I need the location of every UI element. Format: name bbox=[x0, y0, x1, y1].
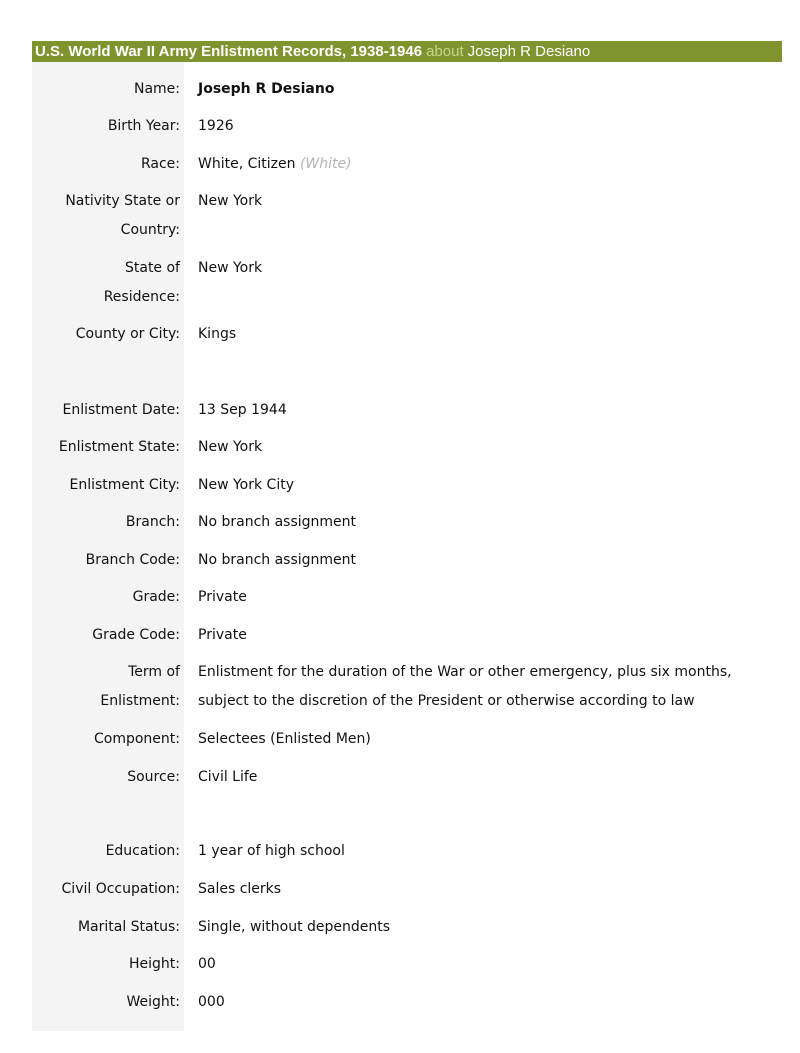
field-label: State of bbox=[124, 260, 180, 276]
field-label: Component: bbox=[94, 731, 180, 747]
field-label: Weight: bbox=[126, 994, 180, 1010]
field-label: Branch Code: bbox=[85, 552, 180, 568]
field-label: Name: bbox=[133, 81, 180, 97]
field-label: Source: bbox=[127, 769, 180, 785]
field-value: New York bbox=[198, 439, 263, 455]
field-note: (White) bbox=[299, 156, 352, 172]
subject-name: Joseph R Desiano bbox=[467, 43, 591, 60]
field-value: Private bbox=[198, 627, 247, 643]
field-value: 13 Sep 1944 bbox=[198, 402, 287, 418]
field-value: Kings bbox=[198, 326, 237, 342]
field-label: Birth Year: bbox=[107, 118, 180, 134]
field-value: Joseph R Desiano bbox=[198, 81, 335, 97]
field-value: White, Citizen bbox=[198, 156, 296, 172]
field-value: No branch assignment bbox=[198, 514, 357, 530]
field-value: Selectees (Enlisted Men) bbox=[198, 731, 371, 747]
field-label: Height: bbox=[129, 956, 180, 972]
field-label: Enlistment State: bbox=[58, 439, 180, 455]
record-title-bar bbox=[32, 41, 782, 62]
field-value: Sales clerks bbox=[198, 881, 282, 897]
field-value: subject to the discretion of the President or otherwise according to law bbox=[198, 693, 695, 709]
field-label: County or City: bbox=[75, 326, 180, 342]
field-label: Country: bbox=[120, 222, 180, 238]
field-value: Single, without dependents bbox=[198, 919, 391, 935]
field-value: Civil Life bbox=[198, 769, 258, 785]
field-label: Enlistment Date: bbox=[62, 402, 180, 418]
field-value-wrap bbox=[198, 150, 782, 179]
about-text: about bbox=[426, 43, 464, 60]
field-label: Civil Occupation: bbox=[61, 881, 180, 897]
field-label: Marital Status: bbox=[77, 919, 180, 935]
field-label: Branch: bbox=[125, 514, 180, 530]
field-label: Grade Code: bbox=[92, 627, 180, 643]
enlistment-record bbox=[32, 41, 782, 1031]
field-value: No branch assignment bbox=[198, 552, 357, 568]
field-value: 000 bbox=[198, 994, 225, 1010]
collection-title: U.S. World War II Army Enlistment Records, 1938-1946 bbox=[35, 43, 423, 60]
field-label: Race: bbox=[140, 156, 180, 172]
field-label: Nativity State or bbox=[65, 193, 180, 209]
field-value: 1 year of high school bbox=[198, 843, 345, 859]
field-value: Private bbox=[198, 589, 247, 605]
field-label: Enlistment City: bbox=[69, 477, 180, 493]
field-value: New York bbox=[198, 193, 263, 209]
field-value: New York bbox=[198, 260, 263, 276]
field-value: New York City bbox=[198, 477, 294, 493]
field-label: Residence: bbox=[103, 289, 180, 305]
field-label: Grade: bbox=[132, 589, 180, 605]
field-label: Education: bbox=[105, 843, 180, 859]
field-value: Enlistment for the duration of the War or other emergency, plus six months, bbox=[198, 664, 732, 680]
field-value: 00 bbox=[198, 956, 216, 972]
field-value: 1926 bbox=[198, 118, 234, 134]
field-label: Enlistment: bbox=[100, 693, 180, 709]
field-label: Term of bbox=[128, 664, 180, 680]
